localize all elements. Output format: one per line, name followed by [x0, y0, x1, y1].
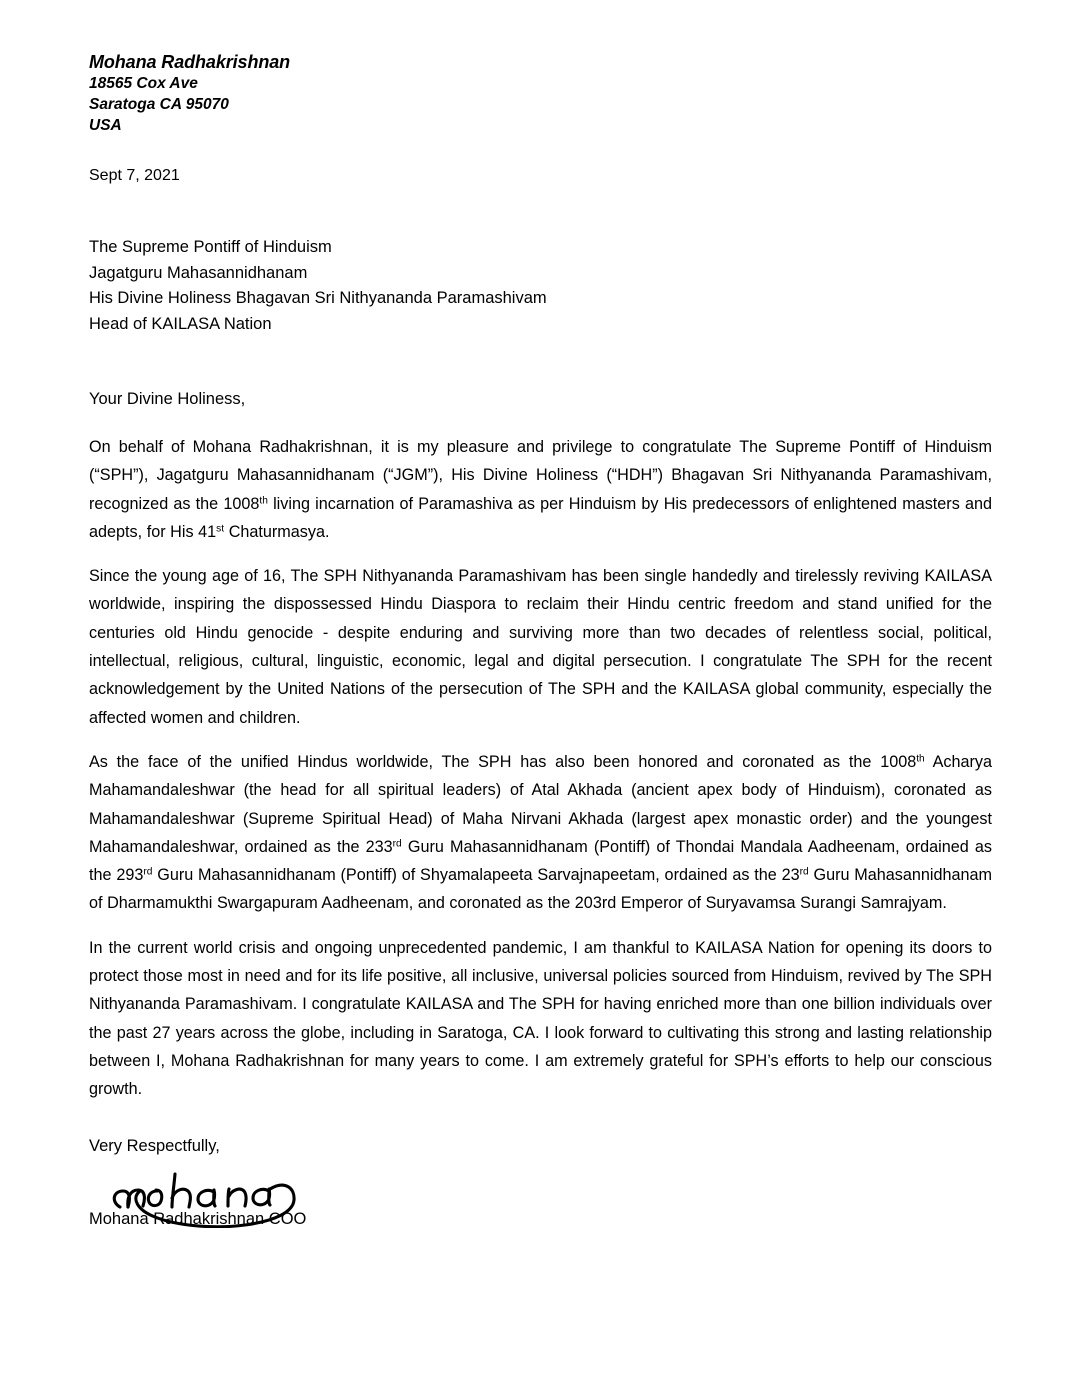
paragraph-3-superscript-1: th [916, 753, 925, 765]
paragraph-1-text-c: Chaturmasya. [224, 522, 330, 541]
recipient-address-block [89, 235, 992, 337]
paragraph-3-text-d: Guru Mahasannidhanam (Pontiff) of Shyamalapeeta Sarvajnapeetam, ordained as the 23 [152, 866, 800, 885]
sender-address-line-3: USA [89, 117, 122, 134]
salutation: Your Divine Holiness, [89, 390, 246, 408]
paragraph-3-text-c: Guru Mahasannidhanam (Pontiff) of Thondai Mandala Aadheenam, ordained as the 293 [89, 837, 992, 885]
signature-area [89, 1160, 992, 1208]
paragraph-3-superscript-4: rd [799, 866, 809, 878]
letter-body [89, 433, 992, 1104]
recipient-line-3: His Divine Holiness Bhagavan Sri Nithyananda Paramashivam [89, 289, 547, 307]
paragraph-3-superscript-2: rd [392, 838, 402, 850]
body-paragraph-1 [89, 433, 992, 546]
paragraph-3-text-e: Guru Mahasannidhanam of Dharmamukthi Swargapuram Aadheenam, and coronated as the 203rd Emperor of Suryavamsa Surangi Samrajyam. [89, 866, 993, 913]
recipient-line-2: Jagatguru Mahasannidhanam [89, 263, 308, 282]
paragraph-3-text-a: As the face of the unified Hindus worldwide, The SPH has also been honored and coronated as the 1008 [89, 752, 917, 771]
body-paragraph-3 [89, 748, 992, 918]
paragraph-3-text-b: Acharya Mahamandaleshwar (the head for all spiritual leaders) of Atal Akhada (ancient apex body of Hinduism), coronated as Mahamandaleshwar (Supreme Spiritual Head) of Maha Nirvani Akhada (largest apex monastic order) and the youngest Mahamandaleshwar, ordained as the 233 [89, 752, 992, 856]
recipient-line-4: Head of KAILASA Nation [89, 314, 272, 333]
sender-address-line-1: 18565 Cox Ave [89, 75, 198, 92]
sender-address-block [89, 52, 992, 136]
paragraph-1-superscript-1: th [259, 495, 268, 507]
recipient-line-1: The Supreme Pontiff of Hinduism [89, 238, 332, 256]
paragraph-1-text-a: On behalf of Mohana Radhakrishnan, it is my pleasure and privilege to congratulate The Supreme Pontiff of Hinduism (“SPH”), Jagatguru Mahasannidhanam (“JGM”), His Divine Holiness (“HDH”) Bhagavan Sri Nithyananda Paramashivam, recognized as the 1008 [89, 438, 992, 513]
sender-address-line-2: Saratoga CA 95070 [89, 96, 229, 113]
paragraph-1-superscript-2: st [216, 523, 225, 535]
paragraph-1-text-b: living incarnation of Paramashiva as per Hinduism by His predecessors of enlightened masters and adepts, for His 41 [89, 494, 992, 541]
body-paragraph-4: In the current world crisis and ongoing unprecedented pandemic, I am thankful to KAILASA Nation for opening its doors to protect those most in need and for its life positive, all inclusive, universal policies sourced from Hinduism, revived by The SPH Nithyananda Paramashivam. I congratulate KAILASA and The SPH for having enriched more than one billion individuals over the past 27 years across the globe, including in Saratoga, CA. I look forward to cultivating this strong and lasting relationship between I, Mohana Radhakrishnan for many years to come. I am extremely grateful for SPH’s efforts to help our conscious growth. [89, 938, 992, 1099]
handwritten-signature-icon [97, 1158, 397, 1228]
body-paragraph-2: Since the young age of 16, The SPH Nithyananda Paramashivam has been single handedly and tirelessly reviving KAILASA worldwide, inspiring the dispossessed Hindu Diaspora to reclaim their Hindu centric freedom and stand unified for the centuries old Hindu genocide - despite enduring and surviving more than two decades of relentless social, political, intellectual, religious, cultural, linguistic, economic, legal and digital persecution. I congratulate The SPH for the recent acknowledgement by the United Nations of the persecution of The SPH and the KAILASA global community, especially the affected women and children. [89, 567, 992, 727]
letter-content [89, 52, 992, 1230]
sender-name: Mohana Radhakrishnan [89, 52, 291, 72]
paragraph-3-superscript-3: rd [143, 866, 153, 878]
signer-name-title: Mohana Radhakrishnan COO [89, 1209, 307, 1228]
closing-salutation: Very Respectfully, [89, 1136, 220, 1155]
letter-date: Sept 7, 2021 [89, 167, 180, 184]
